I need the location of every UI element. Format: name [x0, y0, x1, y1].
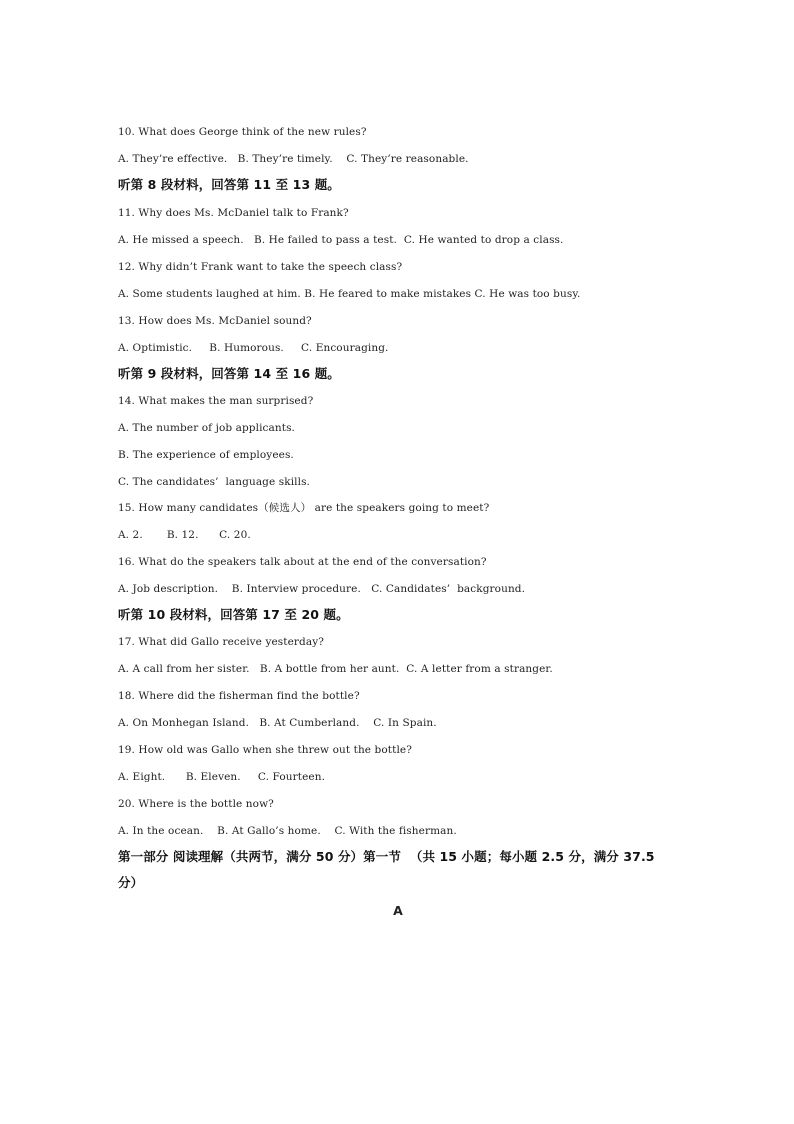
passage-label: A — [393, 903, 403, 918]
question-14: 14. What makes the man surprised? — [118, 395, 314, 407]
question-19: 19. How old was Gallo when she threw out the bottle? — [118, 744, 412, 756]
question-19-options: A. Eight. B. Eleven. C. Fourteen. — [118, 771, 326, 783]
question-14-option-b: B. The experience of employees. — [118, 449, 294, 461]
question-16-options: A. Job description. B. Interview procedure. C. Candidates’ background. — [118, 583, 526, 595]
question-17-options: A. A call from her sister. B. A bottle from her aunt. C. A letter from a stranger. — [118, 663, 553, 675]
section-heading-8: 听第 8 段材料，回答第 11 至 13 题。 — [118, 177, 340, 192]
question-10-options: A. They’re effective. B. They’re timely. C. They’re reasonable. — [118, 153, 469, 165]
question-20-options: A. In the ocean. B. At Gallo’s home. C. With the fisherman. — [118, 825, 457, 837]
section-heading-9: 听第 9 段材料，回答第 14 至 16 题。 — [118, 366, 340, 381]
question-15: 15. How many candidates（候选人） are the speakers going to meet? — [118, 502, 490, 514]
question-13-options: A. Optimistic. B. Humorous. C. Encouraging. — [118, 342, 389, 354]
question-18: 18. Where did the fisherman find the bottle? — [118, 690, 360, 702]
question-14-option-a: A. The number of job applicants. — [118, 422, 295, 434]
question-20: 20. Where is the bottle now? — [118, 798, 274, 810]
question-11: 11. Why does Ms. McDaniel talk to Frank? — [118, 207, 349, 219]
question-12: 12. Why didn’t Frank want to take the speech class? — [118, 261, 403, 273]
question-10: 10. What does George think of the new rules? — [118, 126, 367, 138]
section-heading-10: 听第 10 段材料，回答第 17 至 20 题。 — [118, 607, 349, 622]
part-heading: 第一部分 阅读理解（共两节，满分 50 分）第一节 （共 15 小题；每小题 2.5 分，满分 37.5 — [118, 849, 655, 864]
question-13: 13. How does Ms. McDaniel sound? — [118, 315, 312, 327]
question-16: 16. What do the speakers talk about at the end of the conversation? — [118, 556, 487, 568]
question-17: 17. What did Gallo receive yesterday? — [118, 636, 324, 648]
part-heading-continued: 分） — [118, 875, 144, 890]
question-12-options: A. Some students laughed at him. B. He feared to make mistakes C. He was too busy. — [118, 288, 581, 300]
question-15-options: A. 2. B. 12. C. 20. — [118, 529, 251, 541]
question-18-options: A. On Monhegan Island. B. At Cumberland. C. In Spain. — [118, 717, 437, 729]
question-14-option-c: C. The candidates’ language skills. — [118, 476, 310, 488]
question-11-options: A. He missed a speech. B. He failed to pass a test. C. He wanted to drop a class. — [118, 234, 564, 246]
